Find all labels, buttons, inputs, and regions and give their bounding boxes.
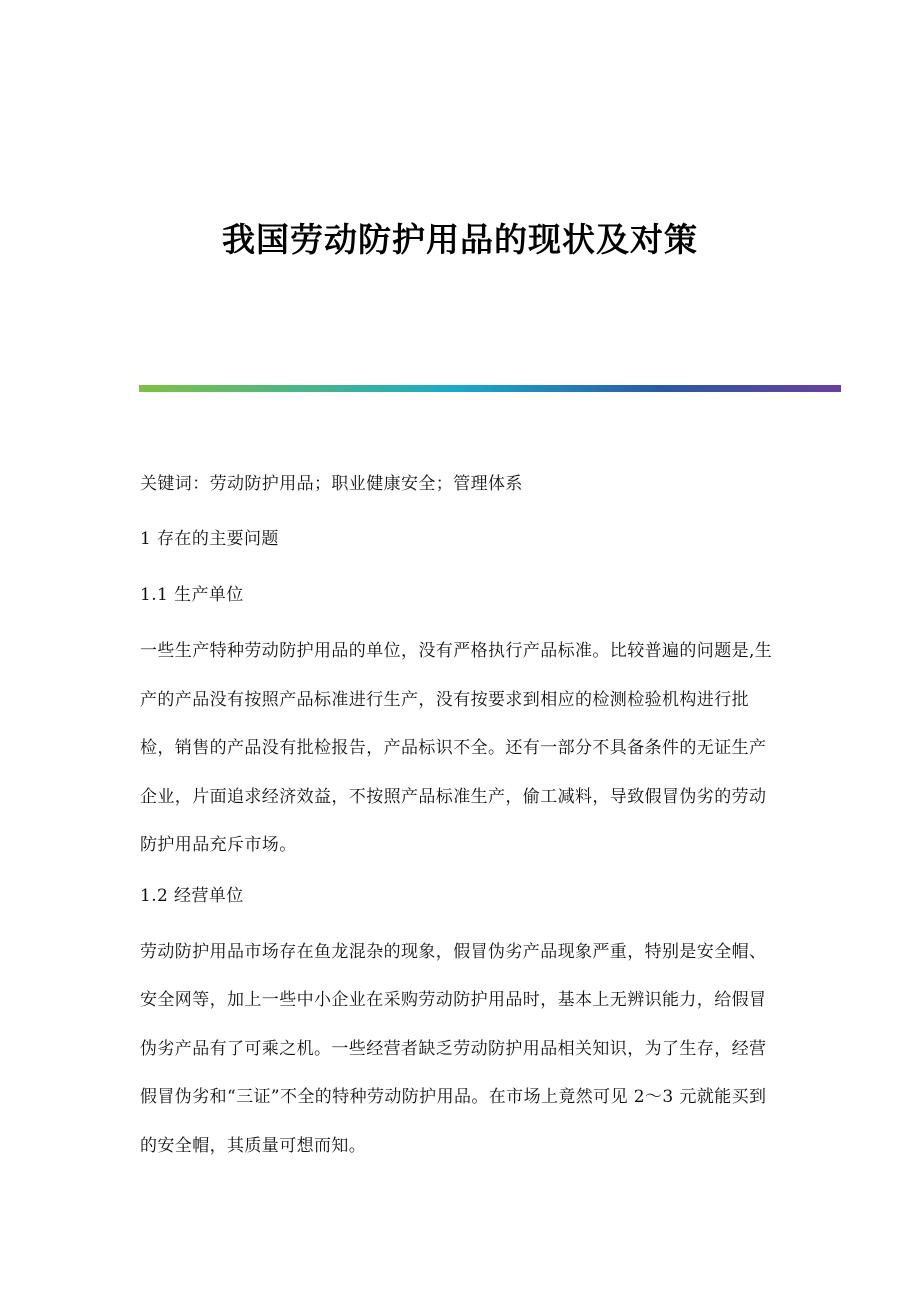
document-body [140,470,780,1182]
title-divider [139,385,841,392]
section-heading-1-2: 1.2 经营单位 [140,885,244,906]
section-heading-1: 1 存在的主要问题 [140,529,279,549]
section-heading-1-1: 1.1 生产单位 [140,585,244,605]
section-paragraph-1-2: 劳动防护用品市场存在鱼龙混杂的现象，假冒伪劣产品现象严重，特别是安全帽、安全网等，加上一些中小企业在采购劳动防护用品时，基本上无辨识能力，给假冒伪劣产品有了可乘之机。一些经营者缺乏劳动防护用品相关知识，为了生存，经营假冒伪劣和“三证”不全的特种劳动防护用品。在市场上竟然可见 2～3 元就能买到的安全帽，其质量可想而知。 [140,941,767,1156]
section-paragraph-1-1: 一些生产特种劳动防护用品的单位，没有严格执行产品标准。比较普遍的问题是,生产的产品没有按照产品标准进行生产，没有按要求到相应的检测检验机构进行批检，销售的产品没有批检报告，产品标识不全。还有一部分不具备条件的无证生产企业，片面追求经济效益，不按照产品标准生产，偷工减料，导致假冒伪劣的劳动防护用品充斥市场。 [140,641,773,855]
document-title: 我国劳动防护用品的现状及对策 [222,220,698,259]
keywords-line: 关键词：劳动防护用品；职业健康安全；管理体系 [140,474,523,494]
